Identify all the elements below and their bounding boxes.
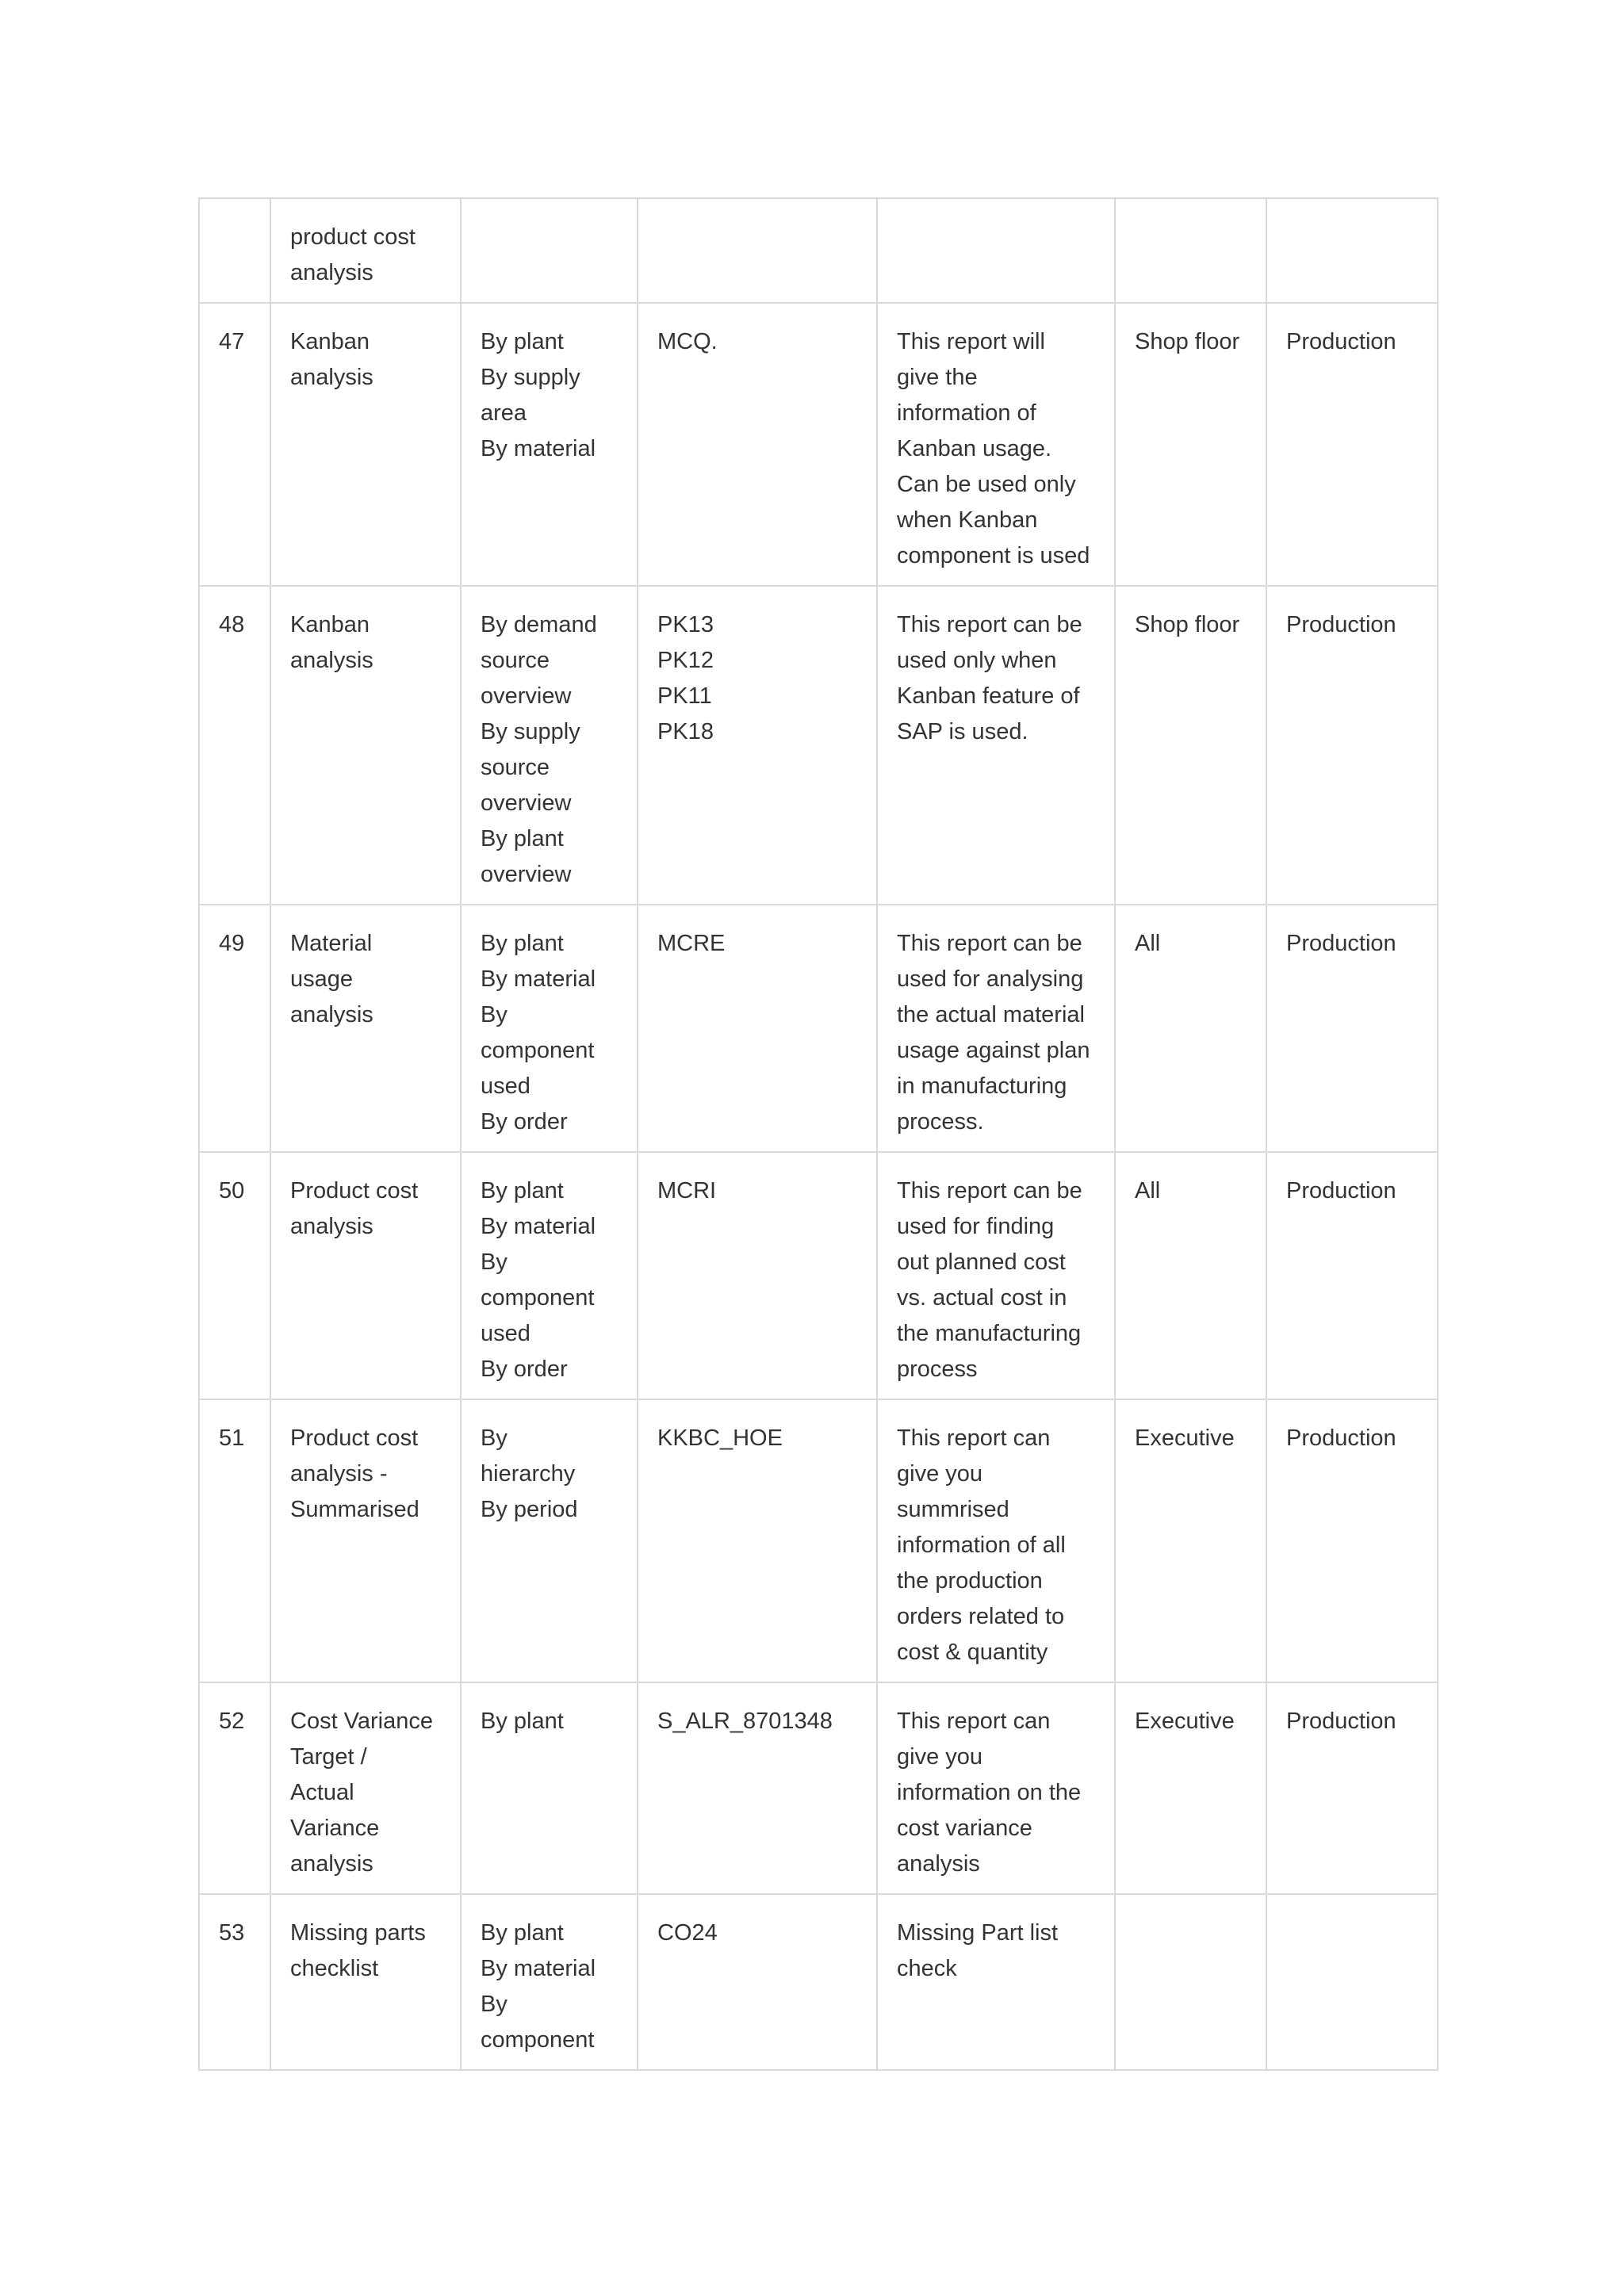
- cell-level: [1115, 1682, 1266, 1894]
- cell-line: MCRI: [657, 1178, 717, 1203]
- cell-module: [1266, 1682, 1438, 1894]
- cell-line: This report will: [897, 329, 1045, 354]
- cell-level-text: Executive: [1135, 1425, 1235, 1451]
- cell-line: This report can be: [897, 931, 1082, 956]
- cell-line: overview: [481, 790, 572, 816]
- cell-line: used: [481, 1321, 530, 1346]
- cell-module-text: Production: [1286, 612, 1396, 637]
- cell-line: Actual: [290, 1780, 354, 1805]
- cell-line: PK18: [657, 719, 714, 744]
- cell-level-text: All: [1135, 1178, 1161, 1203]
- cell-line: By supply: [481, 719, 580, 744]
- cell-description: [877, 1152, 1115, 1399]
- cell-line: hierarchy: [481, 1461, 576, 1487]
- cell-line: Target /: [290, 1744, 367, 1770]
- cell-criteria: [461, 1152, 638, 1399]
- cell-description: [877, 1399, 1115, 1682]
- cell-line: CO24: [657, 1920, 718, 1946]
- cell-no-text: 53: [219, 1920, 245, 1946]
- cell-line: By material: [481, 1214, 596, 1239]
- cell-criteria: [461, 1399, 638, 1682]
- cell-line: used only when: [897, 648, 1057, 673]
- cell-line: area: [481, 400, 527, 426]
- cell-tcode: [638, 1152, 877, 1399]
- cell-line: By supply: [481, 365, 580, 390]
- cell-description: [877, 1682, 1115, 1894]
- cell-line: By plant: [481, 826, 564, 851]
- cell-tcode: [638, 303, 877, 586]
- cell-line: By demand: [481, 612, 597, 637]
- cell-no-text: 48: [219, 612, 245, 637]
- cell-no: [199, 586, 270, 905]
- cell-line: By period: [481, 1497, 578, 1522]
- cell-no: [199, 198, 270, 303]
- cell-line: By material: [481, 966, 596, 992]
- cell-no-text: 52: [219, 1709, 245, 1734]
- cell-level: [1115, 905, 1266, 1152]
- cell-line: used for analysing: [897, 966, 1084, 992]
- cell-no: [199, 905, 270, 1152]
- cell-line: component: [481, 1038, 595, 1063]
- cell-tcode: [638, 586, 877, 905]
- cell-criteria: [461, 1682, 638, 1894]
- cell-line: information of: [897, 400, 1036, 426]
- cell-level-text: Executive: [1135, 1709, 1235, 1734]
- cell-line: By order: [481, 1357, 568, 1382]
- cell-tcode: [638, 905, 877, 1152]
- cell-line: give the: [897, 365, 978, 390]
- cell-line: Cost Variance: [290, 1709, 433, 1734]
- cell-line: out planned cost: [897, 1249, 1066, 1275]
- cell-line: process: [897, 1357, 978, 1382]
- cell-level: [1115, 1894, 1266, 2070]
- cell-module: [1266, 586, 1438, 905]
- cell-line: analysis -: [290, 1461, 388, 1487]
- cell-line: analysis: [290, 365, 373, 390]
- cell-line: product cost: [290, 224, 416, 250]
- cell-line: component: [481, 2027, 595, 2053]
- cell-line: the production: [897, 1568, 1043, 1594]
- cell-tcode: [638, 1894, 877, 2070]
- cell-report-name: [270, 1399, 461, 1682]
- cell-line: overview: [481, 862, 572, 887]
- cell-level: [1115, 303, 1266, 586]
- cell-line: cost variance: [897, 1816, 1032, 1841]
- cell-line: checklist: [290, 1956, 379, 1981]
- cell-tcode: [638, 1682, 877, 1894]
- table-row: [199, 905, 1438, 1152]
- cell-no-text: 51: [219, 1425, 245, 1451]
- cell-line: analysis: [290, 1851, 373, 1877]
- cell-line: This report can be: [897, 612, 1082, 637]
- cell-tcode: [638, 198, 877, 303]
- cell-line: This report can be: [897, 1178, 1082, 1203]
- cell-line: overview: [481, 683, 572, 709]
- cell-criteria: [461, 905, 638, 1152]
- cell-line: By material: [481, 436, 596, 461]
- cell-module-text: Production: [1286, 329, 1396, 354]
- cell-line: This report can: [897, 1709, 1051, 1734]
- cell-line: information on the: [897, 1780, 1082, 1805]
- cell-line: By plant: [481, 329, 564, 354]
- cell-line: Kanban: [290, 612, 370, 637]
- table-row: [199, 1399, 1438, 1682]
- cell-no-text: 47: [219, 329, 245, 354]
- cell-report-name: [270, 586, 461, 905]
- cell-line: Kanban: [290, 329, 370, 354]
- cell-line: the actual material: [897, 1002, 1085, 1027]
- cell-line: source: [481, 648, 550, 673]
- cell-line: By material: [481, 1956, 596, 1981]
- cell-line: analysis: [290, 260, 373, 285]
- cell-description: [877, 1894, 1115, 2070]
- cell-report-name: [270, 198, 461, 303]
- cell-line: component: [481, 1285, 595, 1311]
- cell-description: [877, 905, 1115, 1152]
- cell-line: By plant: [481, 931, 564, 956]
- cell-module: [1266, 905, 1438, 1152]
- cell-line: check: [897, 1956, 957, 1981]
- cell-criteria: [461, 1894, 638, 2070]
- cell-no-text: 49: [219, 931, 245, 956]
- cell-line: usage: [290, 966, 354, 992]
- cell-module: [1266, 303, 1438, 586]
- table-row: [199, 586, 1438, 905]
- cell-level: [1115, 586, 1266, 905]
- cell-line: process.: [897, 1109, 984, 1135]
- cell-module-text: Production: [1286, 1425, 1396, 1451]
- cell-line: By plant: [481, 1178, 564, 1203]
- cell-line: vs. actual cost in: [897, 1285, 1067, 1311]
- cell-line: orders related to: [897, 1604, 1065, 1629]
- cell-line: MCRE: [657, 931, 726, 956]
- cell-line: Kanban usage.: [897, 436, 1052, 461]
- cell-line: analysis: [290, 1002, 373, 1027]
- cell-line: By: [481, 1992, 508, 2017]
- cell-line: PK12: [657, 648, 714, 673]
- cell-module-text: Production: [1286, 1709, 1396, 1734]
- cell-line: KKBC_HOE: [657, 1425, 783, 1451]
- cell-line: By plant: [481, 1920, 564, 1946]
- cell-line: S_ALR_8701348: [657, 1709, 833, 1734]
- cell-line: used: [481, 1073, 530, 1099]
- cell-report-name: [270, 1682, 461, 1894]
- cell-criteria: [461, 586, 638, 905]
- cell-line: Can be used only: [897, 472, 1076, 497]
- cell-line: PK11: [657, 683, 712, 709]
- cell-line: usage against plan: [897, 1038, 1090, 1063]
- cell-line: analysis: [290, 648, 373, 673]
- cell-line: MCQ.: [657, 329, 718, 354]
- cell-criteria: [461, 303, 638, 586]
- cell-line: By order: [481, 1109, 568, 1135]
- cell-description: [877, 198, 1115, 303]
- cell-level: [1115, 198, 1266, 303]
- cell-description: [877, 303, 1115, 586]
- cell-line: By: [481, 1002, 508, 1027]
- cell-level: [1115, 1152, 1266, 1399]
- cell-line: when Kanban: [897, 507, 1038, 533]
- cell-no: [199, 1152, 270, 1399]
- cell-line: give you: [897, 1461, 983, 1487]
- table-body: [199, 198, 1438, 2070]
- cell-line: Summarised: [290, 1497, 419, 1522]
- cell-line: Product cost: [290, 1425, 419, 1451]
- cell-criteria: [461, 198, 638, 303]
- cell-line: in manufacturing: [897, 1073, 1067, 1099]
- cell-line: cost & quantity: [897, 1640, 1048, 1665]
- table-row: [199, 1894, 1438, 2070]
- report-table: [198, 197, 1438, 2071]
- cell-no: [199, 1682, 270, 1894]
- cell-line: By plant: [481, 1709, 564, 1734]
- cell-no: [199, 303, 270, 586]
- cell-line: component is used: [897, 543, 1090, 568]
- cell-line: give you: [897, 1744, 983, 1770]
- cell-report-name: [270, 1894, 461, 2070]
- cell-no-text: 50: [219, 1178, 245, 1203]
- cell-line: Material: [290, 931, 373, 956]
- cell-line: analysis: [897, 1851, 980, 1877]
- cell-line: By: [481, 1425, 508, 1451]
- cell-line: source: [481, 755, 550, 780]
- cell-module-text: Production: [1286, 1178, 1396, 1203]
- cell-line: summrised: [897, 1497, 1009, 1522]
- cell-module: [1266, 1399, 1438, 1682]
- cell-line: information of all: [897, 1533, 1066, 1558]
- cell-line: Kanban feature of: [897, 683, 1080, 709]
- cell-level-text: Shop floor: [1135, 329, 1240, 354]
- cell-line: Variance: [290, 1816, 380, 1841]
- cell-line: used for finding: [897, 1214, 1055, 1239]
- cell-line: SAP is used.: [897, 719, 1028, 744]
- cell-line: Product cost: [290, 1178, 419, 1203]
- cell-report-name: [270, 1152, 461, 1399]
- cell-module-text: Production: [1286, 931, 1396, 956]
- table-row: [199, 1152, 1438, 1399]
- cell-level: [1115, 1399, 1266, 1682]
- cell-line: By: [481, 1249, 508, 1275]
- cell-level-text: Shop floor: [1135, 612, 1240, 637]
- cell-module: [1266, 1894, 1438, 2070]
- cell-line: This report can: [897, 1425, 1051, 1451]
- cell-line: the manufacturing: [897, 1321, 1082, 1346]
- cell-report-name: [270, 303, 461, 586]
- table-row: [199, 1682, 1438, 1894]
- cell-description: [877, 586, 1115, 905]
- cell-no: [199, 1399, 270, 1682]
- cell-tcode: [638, 1399, 877, 1682]
- cell-line: Missing parts: [290, 1920, 426, 1946]
- cell-line: analysis: [290, 1214, 373, 1239]
- cell-report-name: [270, 905, 461, 1152]
- cell-level-text: All: [1135, 931, 1161, 956]
- table-row-continuation: [199, 198, 1438, 303]
- cell-module: [1266, 1152, 1438, 1399]
- cell-line: Missing Part list: [897, 1920, 1059, 1946]
- cell-no: [199, 1894, 270, 2070]
- cell-module: [1266, 198, 1438, 303]
- table-row: [199, 303, 1438, 586]
- cell-line: PK13: [657, 612, 714, 637]
